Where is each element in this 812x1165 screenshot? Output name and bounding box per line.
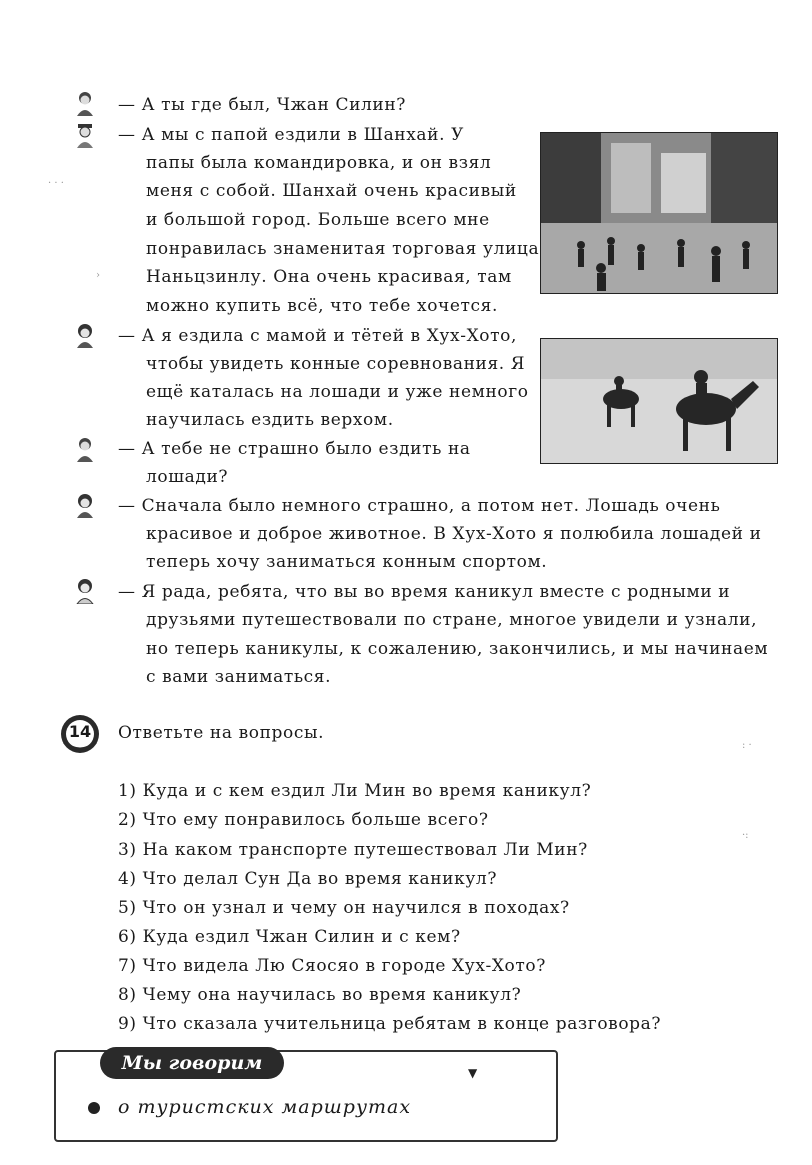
question-item: 5) Что он узнал и чему он научился в походах? (118, 898, 570, 918)
scan-noise: ·: (742, 830, 749, 841)
exercise-instruction: Ответьте на вопросы. (118, 723, 325, 743)
dialogue-line: но теперь каникулы, к сожалению, закончились, и мы начинаем (146, 639, 769, 659)
scan-noise: › (96, 270, 100, 281)
question-item: 1) Куда и с кем ездил Ли Мин во время каникул? (118, 781, 592, 801)
street-photo (540, 132, 778, 294)
dialogue-line: можно купить всё, что тебе хочется. (146, 296, 499, 316)
scan-noise: · · · (48, 178, 64, 189)
dialogue-line: научилась ездить верхом. (146, 410, 394, 430)
dialogue-line: друзьями путешествовали по стране, многое увидели и узнали, (146, 610, 758, 630)
dialogue-line: — А тебе не страшно было ездить на (118, 439, 471, 459)
dialogue-line: ещё каталась на лошади и уже немного (146, 382, 529, 402)
question-item: 4) Что делал Сун Да во время каникул? (118, 869, 498, 889)
teacher-avatar-icon (74, 578, 96, 604)
question-item: 9) Что сказала учительница ребятам в конце разговора? (118, 1014, 662, 1034)
dialogue-line: — А ты где был, Чжан Силин? (118, 95, 406, 115)
section-topic: о туристских маршрутах (118, 1096, 412, 1118)
girl-avatar-icon (74, 492, 96, 518)
bullet-icon (88, 1102, 100, 1114)
exercise-number: 14 (68, 722, 92, 741)
horse-photo (540, 338, 778, 464)
dialogue-line: — А я ездила с мамой и тётей в Хух-Хото, (118, 326, 517, 346)
boy-avatar-icon (74, 436, 96, 462)
dialogue-line: меня с собой. Шанхай очень красивый (146, 181, 517, 201)
dialogue-line: — Я рада, ребята, что вы во время каникул вместе с родными и (118, 582, 731, 602)
boy-avatar-icon (74, 90, 96, 116)
triangle-down-icon: ▼ (468, 1066, 478, 1080)
section-title: Мы говорим (100, 1047, 284, 1079)
question-item: 2) Что ему понравилось больше всего? (118, 810, 489, 830)
question-item: 3) На каком транспорте путешествовал Ли Мин? (118, 840, 588, 860)
dialogue-line: и большой город. Больше всего мне (146, 210, 490, 230)
dialogue-line: чтобы увидеть конные соревнования. Я (146, 354, 526, 374)
girl-avatar-icon (74, 322, 96, 348)
dialogue-line: теперь хочу заниматься конным спортом. (146, 552, 548, 572)
dialogue-line: лошади? (146, 467, 229, 487)
question-item: 8) Чему она научилась во время каникул? (118, 985, 522, 1005)
boy-with-cap-avatar-icon (74, 122, 96, 148)
question-item: 7) Что видела Лю Сяосяо в городе Хух-Хото? (118, 956, 546, 976)
dialogue-line: — А мы с папой ездили в Шанхай. У (118, 125, 464, 145)
dialogue-line: понравилась знаменитая торговая улица (146, 239, 540, 259)
dialogue-line: Наньцзинлу. Она очень красивая, там (146, 267, 512, 287)
scan-noise: : · (742, 740, 752, 751)
dialogue-line: красивое и доброе животное. В Хух-Хото я полюбила лошадей и (146, 524, 762, 544)
dialogue-line: — Сначала было немного страшно, а потом нет. Лошадь очень (118, 496, 721, 516)
dialogue-line: папы была командировка, и он взял (146, 153, 492, 173)
dialogue-line: с вами заниматься. (146, 667, 332, 687)
question-item: 6) Куда ездил Чжан Силин и с кем? (118, 927, 461, 947)
